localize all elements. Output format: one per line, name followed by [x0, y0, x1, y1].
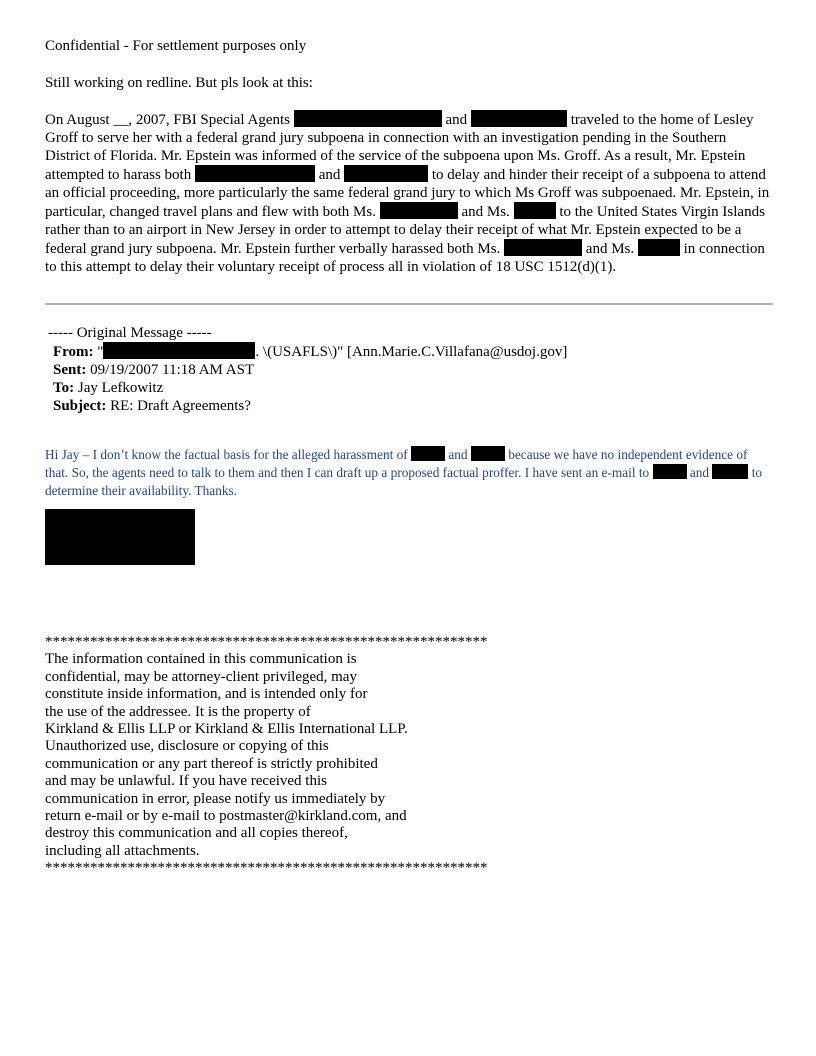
paragraph-text: and Ms.: [457, 204, 514, 220]
paragraph-text: and: [314, 167, 345, 183]
paragraph-text: and Ms.: [582, 241, 638, 257]
redaction-box: [294, 110, 442, 127]
sent-label: Sent:: [53, 362, 87, 378]
disclaimer-line: the use of the addressee. It is the property of: [45, 703, 311, 720]
disclaimer-line: Kirkland & Ellis LLP or Kirkland & Ellis International LLP.: [45, 721, 408, 738]
from-open: ": [93, 344, 104, 360]
disclaimer-stars-top: ***********************************************************: [45, 634, 488, 650]
disclaimer-line: communication in error, please notify us immediately by: [45, 790, 386, 807]
reply-text: and: [445, 447, 471, 462]
disclaimer-line: destroy this communication and all copies thereof,: [45, 825, 348, 842]
subject-label: Subject:: [53, 398, 107, 414]
disclaimer-line: communication or any part thereof is strictly prohibited: [45, 755, 378, 772]
disclaimer-line: return e-mail or by e-mail to postmaster@kirkland.com, and: [45, 808, 407, 825]
from-row: [48, 342, 567, 361]
redaction-box: [712, 464, 748, 479]
disclaimer-line: The information contained in this communication is: [45, 651, 357, 668]
original-message-marker: ----- Original Message -----: [48, 325, 212, 341]
redaction-box: [471, 446, 505, 461]
redaction-box: [380, 202, 458, 219]
paragraph-text: in connection to this attempt to delay their voluntary receipt of process all in violation of 18 USC 1512(d)(1).: [45, 241, 765, 275]
redaction-box: [411, 446, 445, 461]
reply-text: and: [686, 465, 713, 480]
disclaimer-line: and may be unlawful. If you have received this: [45, 773, 327, 790]
horizontal-divider: [45, 303, 773, 305]
redaction-box: [103, 342, 255, 359]
paragraph-text: traveled to the home of Lesley Groff to serve her with a federal grand jury subpoena in connection with an investigation pending in the Southern District of Florida. Mr. Epstein was informed of the service of the subpoena upon Ms. Groff. As a result, Mr. Epstein attempted to harass both: [45, 112, 754, 183]
disclaimer-stars-bottom: ***********************************************************: [45, 860, 488, 877]
reply-message: [45, 446, 773, 500]
from-label: From:: [53, 344, 94, 360]
to-row: [48, 379, 567, 397]
paragraph-text: On August __, 2007, FBI Special Agents: [45, 112, 294, 128]
to-value: Jay Lefkowitz: [74, 380, 164, 396]
reply-text: to determine their availability. Thanks.: [45, 465, 763, 498]
paragraph-text: and: [441, 112, 471, 128]
reply-text: because we have no independent evidence of that. So, the agents need to talk to them and then I can draft up a proposed factual proffer. I have sent an e-mail to: [45, 447, 748, 480]
sent-row: [48, 361, 567, 379]
redaction-box: [653, 464, 687, 479]
redaction-box: [344, 165, 428, 182]
factual-paragraph: [45, 110, 773, 276]
confidential-note: Confidential - For settlement purposes only: [45, 38, 307, 54]
disclaimer-line: including all attachments.: [45, 842, 200, 859]
paragraph-text: to delay and hinder their receipt of a subpoena to attend an official proceeding, more particularly the same federal grand jury to which Ms Groff was subpoenaed. Mr. Epstein, in particular, changed travel plans and flew with both Ms.: [45, 167, 770, 220]
paragraph-text: to the United States Virgin Islands rather than to an airport in New Jersey in order to attempt to delay their receipt of what Mr. Epstein expected to be a federal grand jury subpoena. Mr. Epstein further verbally harassed both Ms.: [45, 204, 765, 257]
redaction-box: [504, 239, 582, 256]
original-message-header: [48, 324, 567, 415]
disclaimer-line: constitute inside information, and is intended only for: [45, 686, 368, 703]
redaction-box: [195, 165, 315, 182]
disclaimer-block: [45, 634, 488, 878]
intro-line: Still working on redline. But pls look at this:: [45, 75, 313, 91]
redaction-box: [514, 202, 556, 219]
disclaimer-line: Unauthorized use, disclosure or copying of this: [45, 738, 329, 755]
sent-value: 09/19/2007 11:18 AM AST: [86, 362, 255, 378]
redaction-box: [471, 110, 567, 127]
to-label: To:: [53, 380, 75, 396]
redaction-box: [638, 239, 680, 256]
subject-row: [48, 397, 567, 415]
subject-value: RE: Draft Agreements?: [106, 398, 251, 414]
reply-text: Hi Jay – I don’t know the factual basis for the alleged harassment of: [45, 447, 412, 462]
disclaimer-line: confidential, may be attorney-client privileged, may: [45, 668, 357, 685]
signature-redaction-box: [45, 509, 195, 565]
from-value: . \(USAFLS\)" [Ann.Marie.C.Villafana@usdoj.gov]: [255, 344, 568, 360]
